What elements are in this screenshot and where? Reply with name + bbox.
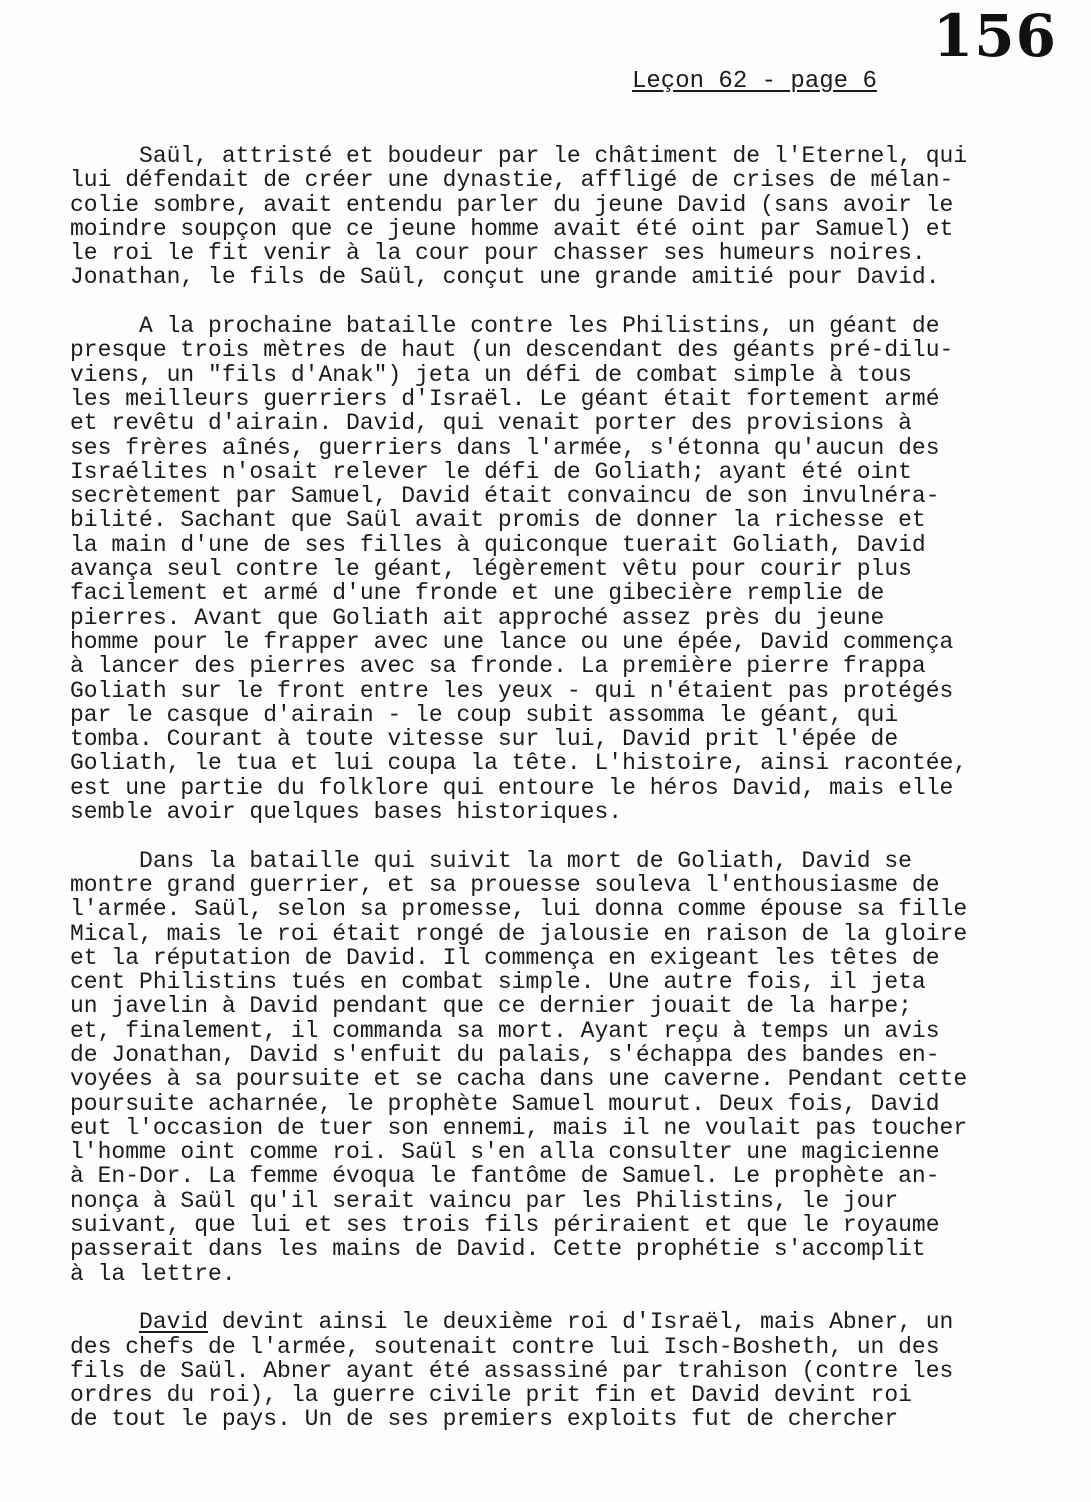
body-text	[70, 144, 1030, 1432]
text-line: voyées à sa poursuite et se cacha dans une caverne. Pendant cette	[70, 1066, 968, 1093]
paragraph-2	[70, 314, 1030, 824]
text-line: Dans la bataille qui suivit la mort de Goliath, David se	[70, 847, 912, 874]
text-line: de tout le pays. Un de ses premiers exploits fut de chercher	[70, 1406, 899, 1433]
text-line: Mical, mais le roi était rongé de jalousie en raison de la gloire	[70, 920, 968, 947]
text-line: A la prochaine bataille contre les Philistins, un géant de	[70, 313, 940, 340]
text-line: colie sombre, avait entendu parler du jeune David (sans avoir le	[70, 191, 954, 218]
text-line: presque trois mètres de haut (un descendant des géants pré-dilu-	[70, 337, 954, 364]
text-line: Jonathan, le fils de Saül, conçut une grande amitié pour David.	[70, 264, 940, 291]
text-line: cent Philistins tués en combat simple. Une autre fois, il jeta	[70, 969, 926, 996]
underlined-name: David	[139, 1309, 209, 1336]
text-line	[70, 1310, 1030, 1334]
text-line: par le casque d'airain - le coup subit assomma le géant, qui	[70, 701, 899, 728]
text-line: bilité. Sachant que Saül avait promis de donner la richesse et	[70, 507, 926, 534]
text-line: Goliath, le tua et lui coupa la tête. L'histoire, ainsi racontée,	[70, 750, 968, 777]
text-line: facilement et armé d'une fronde et une gibecière remplie de	[70, 580, 885, 607]
text-line: et la réputation de David. Il commença en exigeant les têtes de	[70, 944, 940, 971]
line-rest: devint ainsi le deuxième roi d'Israël, mais Abner, un	[208, 1309, 954, 1336]
text-line: est une partie du folklore qui entoure le héros David, mais elle	[70, 774, 954, 801]
text-line: nonça à Saül qu'il serait vaincu par les Philistins, le jour	[70, 1187, 899, 1214]
text-line: la main d'une de ses filles à quiconque tuerait Goliath, David	[70, 531, 926, 558]
text-line: fils de Saül. Abner ayant été assassiné par trahison (contre les	[70, 1357, 954, 1384]
text-line: Saül, attristé et boudeur par le châtiment de l'Eternel, qui	[70, 143, 968, 169]
text-line: des chefs de l'armée, soutenait contre lui Isch-Bosheth, un des	[70, 1333, 940, 1360]
text-line: moindre soupçon que ce jeune homme avait été oint par Samuel) et	[70, 215, 954, 242]
text-line: ses frères aînés, guerriers dans l'armée, s'étonna qu'aucun des	[70, 434, 940, 461]
text-line: Israélites n'osait relever le défi de Goliath; ayant été oint	[70, 458, 912, 485]
text-line: l'homme oint comme roi. Saül s'en alla consulter une magicienne	[70, 1139, 940, 1166]
text-line: le roi le fit venir à la cour pour chasser ses humeurs noires.	[70, 240, 926, 267]
text-line: de Jonathan, David s'enfuit du palais, s'échappa des bandes en-	[70, 1041, 940, 1068]
text-line: viens, un "fils d'Anak") jeta un défi de combat simple à tous	[70, 361, 912, 388]
text-line: montre grand guerrier, et sa prouesse souleva l'enthousiasme de	[70, 871, 940, 898]
text-line: suivant, que lui et ses trois fils périraient et que le royaume	[70, 1212, 940, 1239]
text-line: un javelin à David pendant que ce dernier jouait de la harpe;	[70, 993, 912, 1020]
paragraph-3	[70, 849, 1030, 1286]
text-line: à lancer des pierres avec sa fronde. La première pierre frappa	[70, 653, 926, 680]
text-line: Goliath sur le front entre les yeux - qui n'étaient pas protégés	[70, 677, 954, 704]
paragraph-1	[70, 144, 1030, 290]
text-line: les meilleurs guerriers d'Israël. Le géant était fortement armé	[70, 385, 940, 412]
text-line: et, finalement, il commanda sa mort. Ayant reçu à temps un avis	[70, 1017, 940, 1044]
text-line: tomba. Courant à toute vitesse sur lui, David prit l'épée de	[70, 726, 899, 753]
text-line: homme pour le frapper avec une lance ou une épée, David commença	[70, 628, 954, 655]
text-line: lui défendait de créer une dynastie, affligé de crises de mélan-	[70, 167, 954, 194]
paragraph-4	[70, 1310, 1030, 1431]
text-line: ordres du roi), la guerre civile prit fin et David devint roi	[70, 1382, 912, 1409]
indent	[70, 1309, 139, 1335]
text-line: passerait dans les mains de David. Cette prophétie s'accomplit	[70, 1236, 926, 1263]
text-line: semble avoir quelques bases historiques.	[70, 799, 623, 826]
text-line: secrètement par Samuel, David était convaincu de son invulnéra-	[70, 483, 940, 510]
text-line: l'armée. Saül, selon sa promesse, lui donna comme épouse sa fille	[70, 896, 968, 923]
text-line: avança seul contre le géant, légèrement vêtu pour courir plus	[70, 556, 912, 583]
text-line: eut l'occasion de tuer son ennemi, mais il ne voulait pas toucher	[70, 1114, 968, 1141]
page-number: 156	[932, 2, 1057, 70]
text-line: et revêtu d'airain. David, qui venait porter des provisions à	[70, 410, 912, 437]
text-line: à la lettre.	[70, 1260, 236, 1287]
text-line: poursuite acharnée, le prophète Samuel mourut. Deux fois, David	[70, 1090, 940, 1117]
text-line: pierres. Avant que Goliath ait approché assez près du jeune	[70, 604, 885, 631]
text-line: à En-Dor. La femme évoqua le fantôme de Samuel. Le prophète an-	[70, 1163, 940, 1190]
lesson-header: Leçon 62 - page 6	[632, 68, 877, 95]
